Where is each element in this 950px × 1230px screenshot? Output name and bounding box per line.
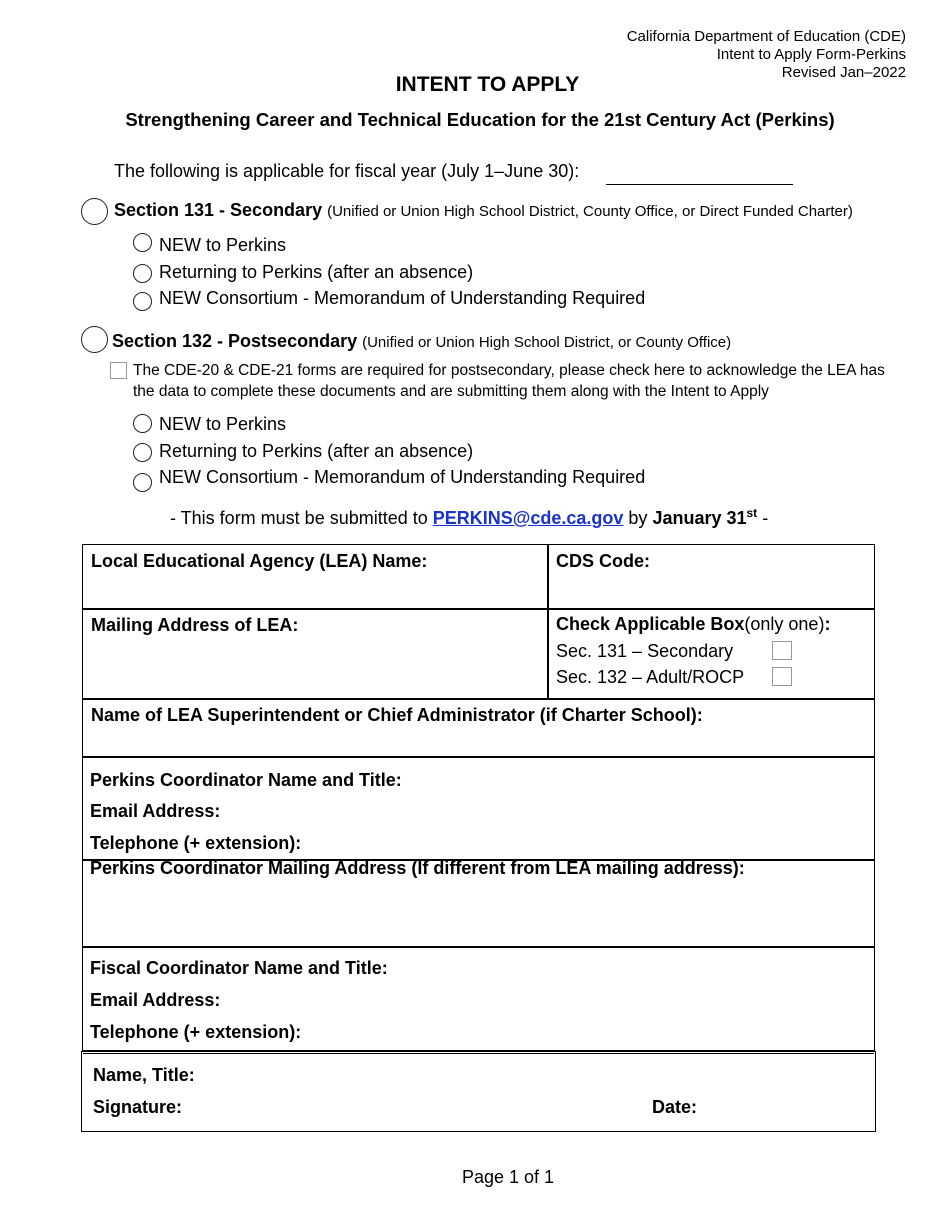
table-row-divider [82,756,875,758]
s132-new-radio[interactable] [133,414,152,433]
fiscal-year-label: The following is applicable for fiscal year (July 1–June 30): [114,161,580,181]
cds-code-label: CDS Code: [556,551,650,571]
s131-returning-radio[interactable] [133,264,152,283]
fiscal-coordinator-label: Fiscal Coordinator Name and Title: [90,958,388,978]
s131-consortium-radio[interactable] [133,292,152,311]
sec131-checkbox[interactable] [772,641,792,660]
check-box-title: Check Applicable Box [556,614,745,634]
date-label: Date: [652,1097,698,1117]
s132-new-label: NEW to Perkins [159,414,287,434]
perkins-coordinator-label: Perkins Coordinator Name and Title: [90,770,402,790]
check-applicable-box-label [556,614,830,635]
submit-deadline-sup: st [746,506,758,520]
perkins-email-label: Email Address: [90,801,221,821]
sec131-option-label: Sec. 131 – Secondary [556,641,734,661]
ack-text: The CDE-20 & CDE-21 forms are required for postsecondary, please check here to acknowledge the LEA has the data to complete these documents and are submitting them along with the Intent to Apply [133,362,885,400]
signature-box-inner-line [83,1053,874,1054]
section131-title: Section 131 - Secondary [114,200,323,220]
signature-label: Signature: [93,1097,183,1117]
check-box-colon: : [824,614,831,634]
s131-new-radio[interactable] [133,233,152,252]
section131-radio[interactable] [81,198,108,225]
fiscal-email-label: Email Address: [90,990,221,1010]
s131-returning-label: Returning to Perkins (after an absence) [159,262,474,282]
section132-radio[interactable] [81,326,108,353]
lea-name-label: Local Educational Agency (LEA) Name: [91,551,428,571]
page-number: Page 1 of 1 [461,1167,555,1187]
submit-prefix: - This form must be submitted to [170,508,428,528]
s132-returning-radio[interactable] [133,443,152,462]
s131-new-label: NEW to Perkins [159,235,287,255]
submit-middle: by [628,508,648,528]
mailing-address-label: Mailing Address of LEA: [91,615,299,635]
header-form-name: Intent to Apply Form-Perkins [716,46,906,63]
only-one-note: (only one) [744,614,825,634]
s132-returning-label: Returning to Perkins (after an absence) [159,441,474,461]
header-revision: Revised Jan–2022 [781,64,906,81]
fiscal-year-field[interactable] [606,184,793,185]
sec132-option-label: Sec. 132 – Adult/ROCP [556,667,745,687]
sec132-checkbox[interactable] [772,667,792,686]
table-column-divider [547,544,549,699]
section131-note: (Unified or Union High School District, County Office, or Direct Funded Charter) [327,203,853,220]
page-title: INTENT TO APPLY [395,73,580,96]
submit-deadline-date: January 31 [652,508,747,528]
submission-notice [170,506,768,529]
perkins-email-link[interactable]: PERKINS@cde.ca.gov [432,508,624,528]
s131-consortium-label: NEW Consortium - Memorandum of Understanding Required [159,288,646,308]
signature-box [81,1051,876,1132]
table-row-divider [82,698,875,700]
table-row-divider [82,946,875,948]
s132-consortium-label: NEW Consortium - Memorandum of Understanding Required [159,467,646,487]
name-title-label: Name, Title: [93,1065,195,1085]
submit-deadline [652,508,757,528]
submit-suffix: - [762,508,769,528]
superintendent-label: Name of LEA Superintendent or Chief Administrator (if Charter School): [91,705,703,725]
section132-title: Section 132 - Postsecondary [112,331,358,351]
perkins-mailing-label: Perkins Coordinator Mailing Address (If different from LEA mailing address): [90,858,745,878]
section132-heading [112,331,731,352]
perkins-telephone-label: Telephone (+ extension): [90,833,302,853]
section132-note: (Unified or Union High School District, or County Office) [362,334,732,351]
header-agency: California Department of Education (CDE) [626,28,906,45]
table-row-divider [82,608,875,610]
ack-checkbox[interactable] [110,362,127,379]
fiscal-telephone-label: Telephone (+ extension): [90,1022,302,1042]
section131-heading [114,200,853,221]
s132-consortium-radio[interactable] [133,473,152,492]
page-subtitle: Strengthening Career and Technical Education for the 21st Century Act (Perkins) [125,109,835,130]
